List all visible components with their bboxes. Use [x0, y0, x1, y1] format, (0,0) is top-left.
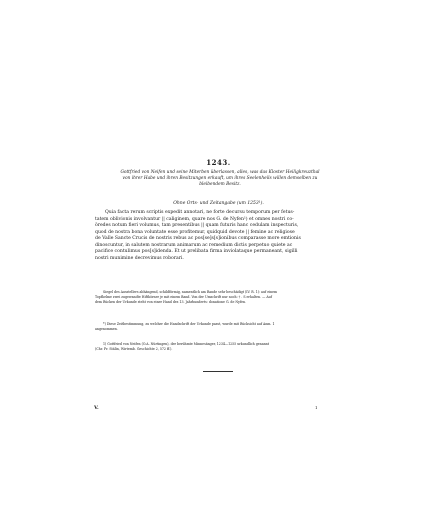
body-line: Quia facta rerum scriptis expedit annotari, ne forte decursu temporum per fetus- — [105, 210, 295, 215]
footnote-star — [95, 322, 345, 332]
document-number: 1243. — [206, 158, 231, 167]
body-line: quod de nostra bona voluntate esse profitemur, quidquid devote || femine ac religiose — [95, 229, 295, 235]
seal-description — [95, 290, 345, 305]
body-line: de Valle Sancte Crucis de nostris rebus ac pos[se]s[s]ionibus comparasse more emtionis — [95, 236, 301, 242]
footnote-line: 1) Gottfried von Neifen (O.A. Nürtingen), der berühmte Minnesänger, 1234—1255 urkundlich genannt — [103, 342, 270, 346]
footnote-line: angenommen. — [95, 327, 118, 332]
body-line: dinoscuntur, in salutem nostrarum animarum ac remedium dictis perpetuo quiete ac — [95, 242, 293, 248]
body-line: ӧredes notum fieri volumus, tam presentibus || quam futuris hanc cedulam inspecturis, — [95, 223, 299, 229]
signature-mark-right: 1 — [315, 405, 318, 410]
footnote-line: *) Diese Zeitbestimmung, zu welcher die Handschrift der Urkunde passt, wurde mit Rücksicht auf Anm. 1 — [103, 322, 275, 326]
seal-line: Topfhelme zwei zugewandte Hifthörner je mit einem Band. Von der Umschrift nur noch: † . S erhalten. — Auf — [95, 295, 272, 300]
seal-line: dem Rücken der Urkunde steht von einer Hand des 13. Jahrhunderts: donatione G. de Nyfen. — [95, 300, 247, 305]
footnote-line: (Chr. Fr. Stälin, Wirtemb. Geschichte 2, 572 ff.). — [95, 347, 173, 352]
dateline: Ohne Orts- und Zeitangabe (um 1253¹). — [173, 201, 264, 206]
footnote-1 — [95, 342, 345, 352]
section-divider — [203, 371, 233, 372]
seal-line: Siegel des Ausstellers abhängend, schildförmig, namentlich am Rande sehr beschädigt (IV. R. 1): auf einem — [103, 290, 278, 294]
body-line: tatem oblivionis involvantur || caliginem, quare nos G. de Nyfen¹) et omnes nostri co- — [95, 216, 294, 222]
summary-line: von ihrer Habe und ihren Besitzungen erkauft, um ihres Seelenheils willen demselben zu — [122, 176, 318, 182]
body-line: pacifice contulimus pos[s]idenda. Et ut prelibata firma inviolataque permaneant, sigilli — [95, 249, 298, 255]
body-line: nostri munimine decrevimus roborari. — [95, 255, 184, 261]
document-summary — [95, 170, 345, 189]
summary-line: Gottfried von Neifen und seine Miterben überlassen, alles, was das Kloster Heiligkreuzthal — [120, 170, 320, 175]
signature-mark-left: V. — [94, 405, 99, 411]
summary-line: bleibendem Besitz. — [199, 182, 241, 188]
document-body — [95, 210, 345, 262]
